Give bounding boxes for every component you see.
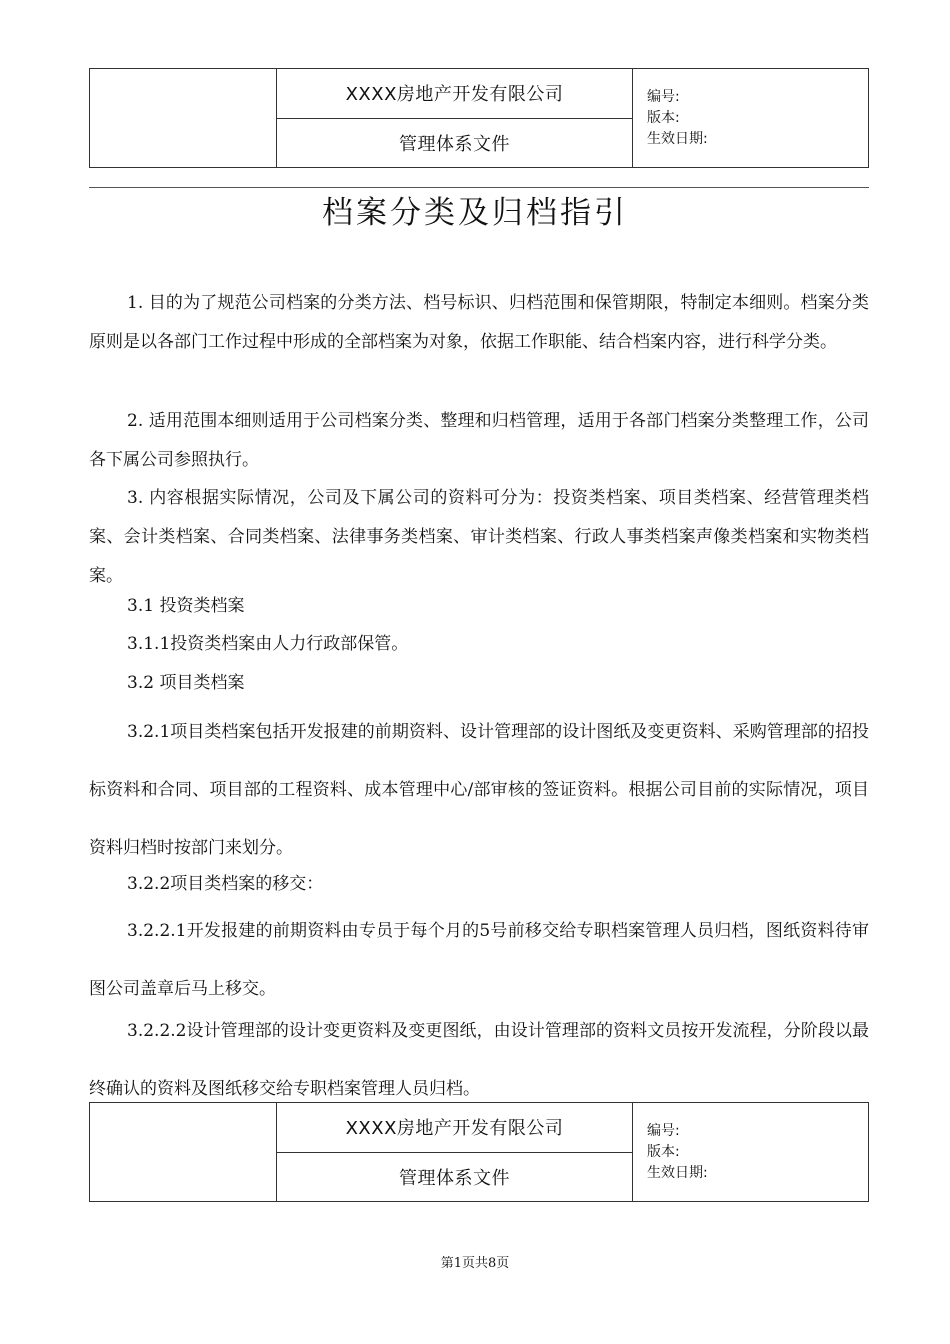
company-name: XXXX房地产开发有限公司 <box>277 1103 632 1153</box>
paragraph-3-2-1: 3.2.1项目类档案包括开发报建的前期资料、设计管理部的设计图纸及变更资料、采购管理部的招投标资料和合同、项目部的工程资料、成本管理中心/部审核的签证资料。根据公司目前的实际情况，项目资料归档时按部门来划分。 <box>89 722 869 858</box>
document-info-cell <box>633 69 868 167</box>
company-name: XXXX房地产开发有限公司 <box>277 69 632 119</box>
paragraph-3-2-2-1: 3.2.2.1开发报建的前期资料由专员于每个月的5号前移交给专职档案管理人员归档，图纸资料待审图公司盖章后马上移交。 <box>89 921 869 999</box>
document-type: 管理体系文件 <box>399 133 510 155</box>
logo-cell <box>90 1103 277 1201</box>
page-number: 第1页共8页 <box>440 1256 510 1271</box>
document-type: 管理体系文件 <box>399 1167 510 1189</box>
document-info-cell <box>633 1103 868 1201</box>
number-label: 编号: <box>647 1122 680 1139</box>
number-label: 编号: <box>647 88 680 105</box>
header-title-cell <box>277 69 633 167</box>
header-title-cell <box>277 1103 633 1201</box>
header-table-top <box>89 68 869 168</box>
logo-cell <box>90 69 277 167</box>
paragraph-purpose: 1. 目的为了规范公司档案的分类方法、档号标识、归档范围和保管期限，特制定本细则。档案分类原则是以各部门工作过程中形成的全部档案为对象，依据工作职能、结合档案内容，进行科学分类。 <box>89 293 869 352</box>
paragraph-content: 3. 内容根据实际情况，公司及下属公司的资料可分为：投资类档案、项目类档案、经营管理类档案、会计类档案、合同类档案、法律事务类档案、审计类档案、行政人事类档案声像类档案和实物类档案。 <box>89 488 869 586</box>
section-heading-3-1: 3.1 投资类档案 <box>127 596 245 616</box>
header-table-bottom <box>89 1102 869 1202</box>
effective-date-label: 生效日期: <box>647 130 708 147</box>
section-heading-3-2: 3.2 项目类档案 <box>127 673 245 693</box>
version-label: 版本: <box>647 1143 680 1160</box>
paragraph-3-2-2-2: 3.2.2.2设计管理部的设计变更资料及变更图纸，由设计管理部的资料文员按开发流程，分阶段以最终确认的资料及图纸移交给专职档案管理人员归档。 <box>89 1021 869 1099</box>
effective-date-label: 生效日期: <box>647 1164 708 1181</box>
page-title: 档案分类及归档指引 <box>322 195 628 231</box>
version-label: 版本: <box>647 109 680 126</box>
paragraph-3-1-1: 3.1.1投资类档案由人力行政部保管。 <box>127 634 409 654</box>
paragraph-scope: 2. 适用范围本细则适用于公司档案分类、整理和归档管理，适用于各部门档案分类整理工作，公司各下属公司参照执行。 <box>89 411 869 470</box>
paragraph-3-2-2: 3.2.2项目类档案的移交： <box>127 874 324 894</box>
